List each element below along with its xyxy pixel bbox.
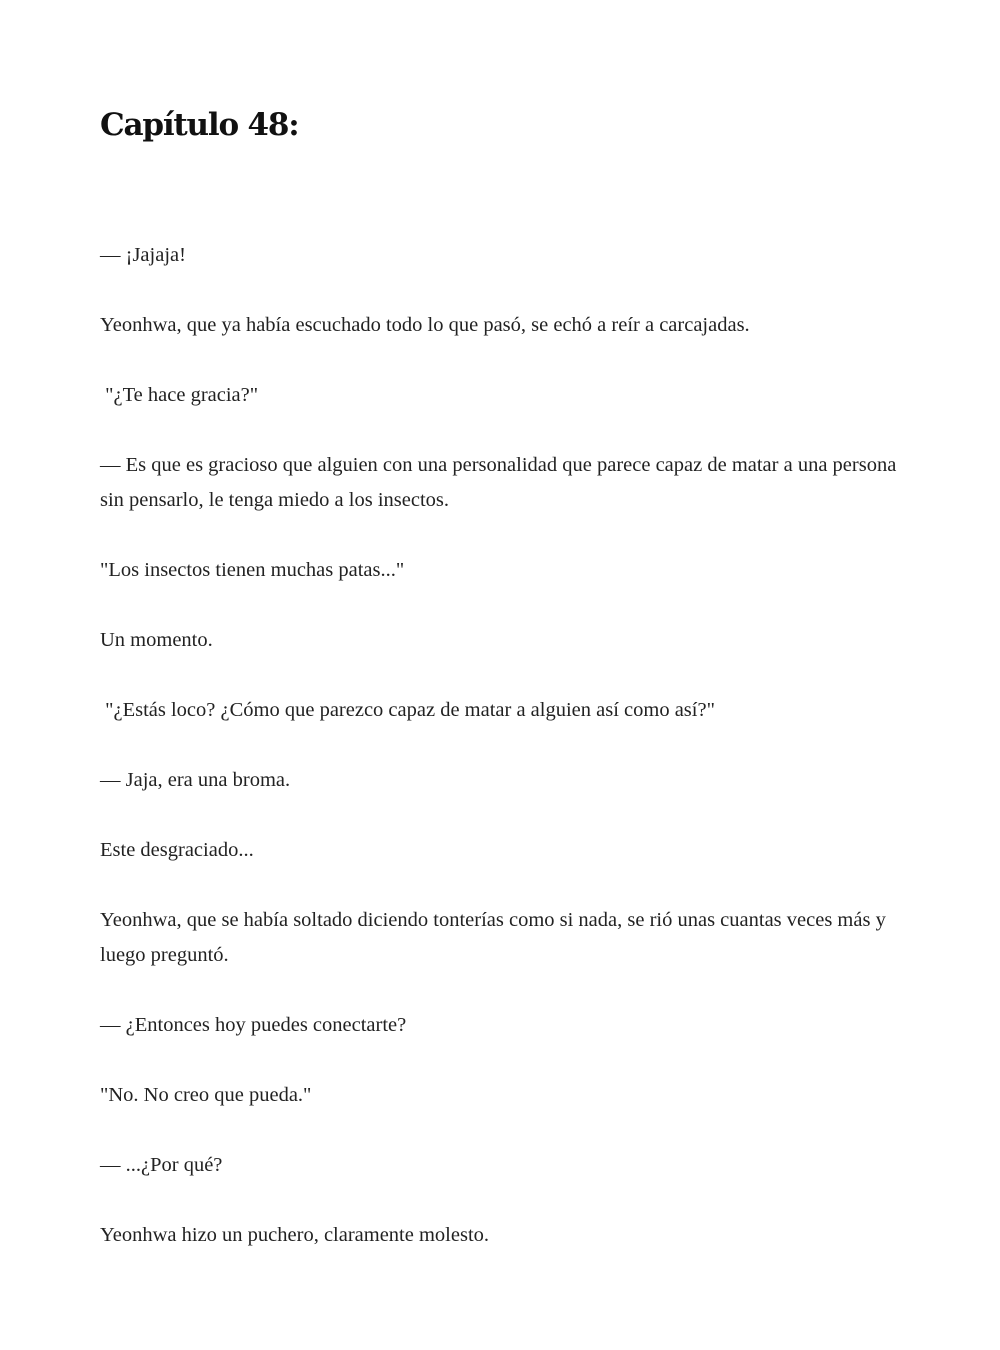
paragraph: Yeonhwa hizo un puchero, claramente molesto. <box>100 1224 490 1246</box>
paragraph: — ¡Jajaja! <box>100 244 186 266</box>
chapter-title: Capítulo 48: <box>100 107 299 143</box>
paragraph: Yeonhwa, que ya había escuchado todo lo que pasó, se echó a reír a carcajadas. <box>100 314 750 336</box>
paragraph: "¿Estás loco? ¿Cómo que parezco capaz de matar a alguien así como así?" <box>100 699 715 721</box>
paragraph: Un momento. <box>100 629 213 651</box>
chapter-body <box>100 238 900 1288</box>
paragraph: Yeonhwa, que se había soltado diciendo tonterías como si nada, se rió unas cuantas veces más y luego preguntó. <box>100 909 886 966</box>
paragraph: — Jaja, era una broma. <box>100 769 291 791</box>
paragraph: "Los insectos tienen muchas patas..." <box>100 559 405 581</box>
paragraph: — Es que es gracioso que alguien con una personalidad que parece capaz de matar a una persona sin pensarlo, le tenga miedo a los insectos. <box>100 454 897 511</box>
paragraph: — ¿Entonces hoy puedes conectarte? <box>100 1014 407 1036</box>
paragraph: "¿Te hace gracia?" <box>100 384 259 406</box>
paragraph: Este desgraciado... <box>100 839 254 861</box>
paragraph: "No. No creo que pueda." <box>100 1084 312 1106</box>
paragraph: — ...¿Por qué? <box>100 1154 223 1176</box>
